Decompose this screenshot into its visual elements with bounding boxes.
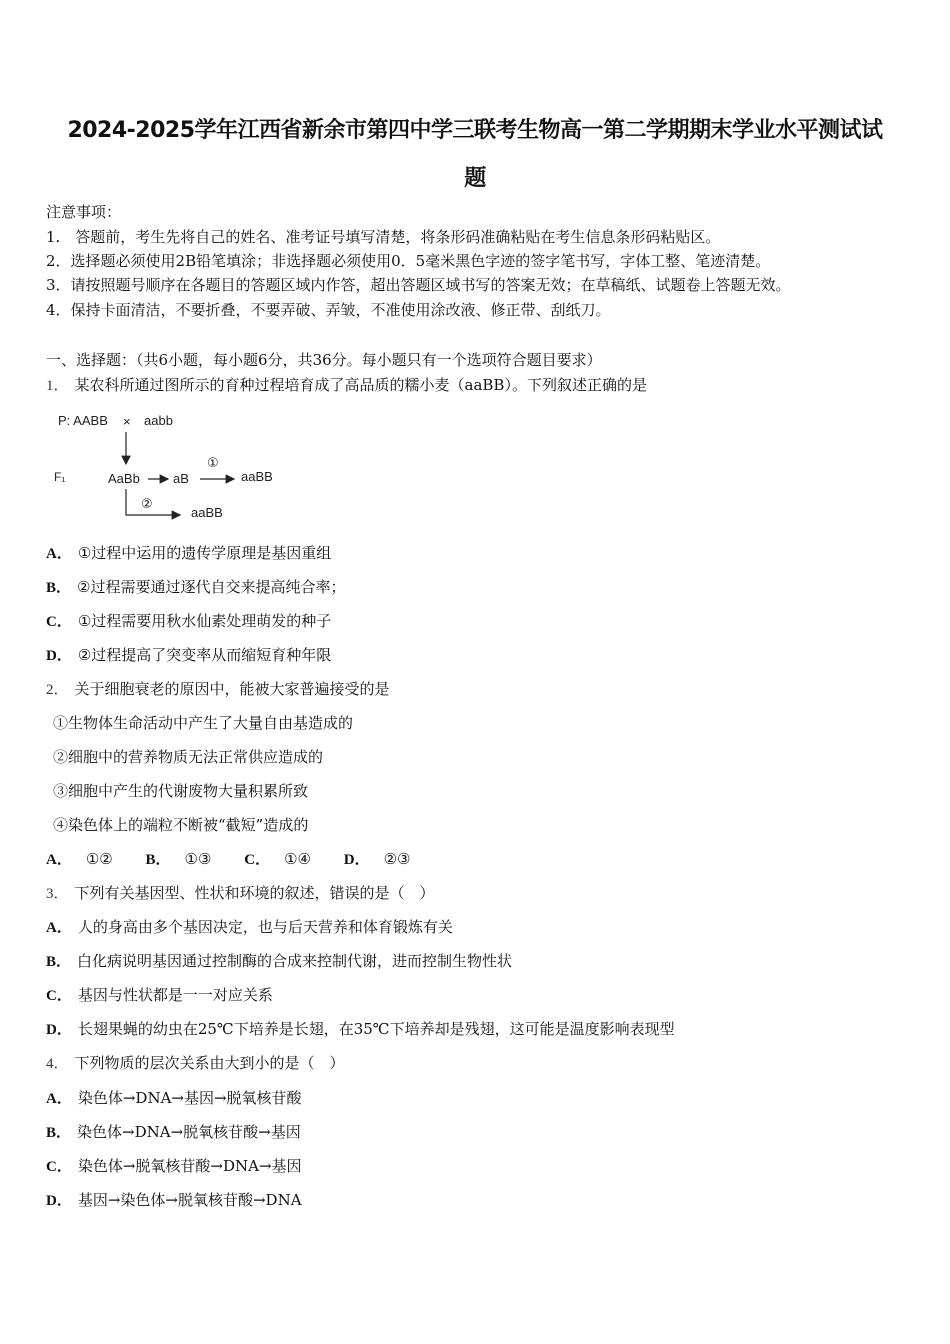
text-span: 染色体→DNA→脱氧核苷酸→基因: [77, 1123, 301, 1141]
breeding-diagram: [50, 405, 290, 527]
notice-item: 4．保持卡面清洁，不要折叠，不要弄破、弄皱，不准使用涂改液、修正带、刮纸刀。: [46, 301, 611, 319]
statement: ②细胞中的营养物质无法正常供应造成的: [53, 748, 324, 766]
text-span: 关于细胞衰老的原因中，能被大家普遍接受的是: [74, 680, 390, 698]
text-span: B．: [46, 954, 72, 970]
notice-heading: 注意事项：: [46, 203, 122, 221]
question-1-stem: [46, 375, 647, 396]
text-span: 下列有关基因型、性状和环境的叙述，错误的是（ ）: [74, 884, 435, 902]
option: [46, 1156, 302, 1177]
notice-item: 3．请按照题号顺序在各题目的答题区域内作答，超出答题区域书写的答案无效；在草稿纸、试题卷上答题无效。: [46, 276, 791, 294]
text-span: ①过程需要用秋水仙素处理萌发的种子: [77, 612, 332, 630]
option: [46, 1088, 302, 1109]
diagram-f1: AaBb: [108, 471, 140, 486]
option: [46, 1122, 301, 1143]
text-span: 基因与性状都是一一对应关系: [77, 986, 273, 1004]
option: [46, 645, 331, 666]
diagram-mid: aB: [173, 471, 189, 486]
text-span: D．: [46, 648, 72, 664]
text-span: C．: [46, 1159, 72, 1175]
question-2-stem: [46, 679, 390, 700]
text-span: ②过程提高了突变率从而缩短育种年限: [77, 646, 332, 664]
option: [46, 1190, 302, 1211]
text-span: A．: [46, 852, 72, 868]
option: [46, 577, 345, 598]
text-span: 4．: [46, 1056, 69, 1072]
diagram-result1: aaBB: [241, 469, 273, 484]
option: [46, 951, 512, 972]
text-span: D．: [46, 1193, 72, 1209]
question-4-stem: [46, 1053, 345, 1074]
text-span: C．: [46, 988, 72, 1004]
diagram-parent1: P: AABB: [58, 413, 108, 428]
diagram-parent2: aabb: [144, 413, 173, 428]
diagram-arrow-step2: [126, 489, 180, 515]
text-span: B．: [46, 1125, 72, 1141]
text-span: D．: [46, 1022, 72, 1038]
text-span: 长翅果蝇的幼虫在25℃下培养是长翅，在35℃下培养却是残翅，这可能是温度影响表现型: [77, 1020, 675, 1038]
text-span: C．: [244, 852, 271, 868]
statement: ④染色体上的端粒不断被“截短”造成的: [53, 816, 309, 834]
text-span: ①④: [284, 850, 311, 868]
page-title-line1: 2024-2025学年江西省新余市第四中学三联考生物高一第二学期期末学业水平测试试: [67, 118, 883, 143]
notice-item: 1. 答题前，考生先将自己的姓名、准考证号填写清楚，将条形码准确粘贴在考生信息条形码粘贴区。: [46, 228, 721, 246]
option: [46, 985, 273, 1006]
text-span: 2．: [46, 682, 69, 698]
text-span: 染色体→DNA→基因→脱氧核苷酸: [77, 1089, 302, 1107]
text-span: 基因→染色体→脱氧核苷酸→DNA: [77, 1191, 302, 1209]
option: [46, 611, 331, 632]
text-span: ②过程需要通过逐代自交来提高纯合率；: [77, 578, 346, 596]
text-span: A．: [46, 920, 72, 936]
question-2-options: [46, 849, 439, 870]
text-span: 下列物质的层次关系由大到小的是（ ）: [74, 1054, 345, 1072]
option: [46, 917, 453, 938]
diagram-cross-symbol: ×: [123, 414, 131, 429]
diagram-step2: ②: [141, 496, 153, 511]
diagram-f1-label: F₁: [54, 470, 66, 484]
statement: ①生物体生命活动中产生了大量自由基造成的: [53, 714, 354, 732]
option: [46, 543, 331, 564]
text-span: ①过程中运用的遗传学原理是基因重组: [77, 544, 332, 562]
text-span: 白化病说明基因通过控制酶的合成来控制代谢，进而控制生物性状: [77, 952, 513, 970]
text-span: B．: [46, 580, 72, 596]
option: [46, 1019, 675, 1040]
text-span: 染色体→脱氧核苷酸→DNA→基因: [77, 1157, 302, 1175]
text-span: ①③: [184, 850, 212, 868]
text-span: A．: [46, 1091, 72, 1107]
section-heading: 一、选择题：（共6小题，每小题6分，共36分。每小题只有一个选项符合题目要求）: [46, 351, 602, 369]
diagram-result2: aaBB: [191, 505, 223, 520]
text-span: 人的身高由多个基因决定，也与后天营养和体育锻炼有关: [77, 918, 453, 936]
text-span: ②③: [383, 850, 411, 868]
page-title-line2: 题: [464, 166, 486, 191]
text-span: B．: [145, 852, 171, 868]
text-span: ①②: [85, 850, 113, 868]
text-span: D．: [343, 852, 370, 868]
text-span: 3．: [46, 886, 69, 902]
text-span: A．: [46, 546, 72, 562]
question-text: 某农科所通过图所示的育种过程培育成了高品质的糯小麦（aaBB）。下列叙述正确的是: [74, 376, 647, 394]
question-3-stem: [46, 883, 435, 904]
notice-item: 2．选择题必须使用2B铅笔填涂；非选择题必须使用0．5毫米黑色字迹的签字笔书写，字体工整、笔迹清楚。: [46, 252, 771, 270]
statement: ③细胞中产生的代谢废物大量积累所致: [53, 782, 309, 800]
diagram-step1: ①: [207, 455, 219, 470]
text-span: C．: [46, 614, 72, 630]
question-number: 1．: [46, 378, 69, 394]
